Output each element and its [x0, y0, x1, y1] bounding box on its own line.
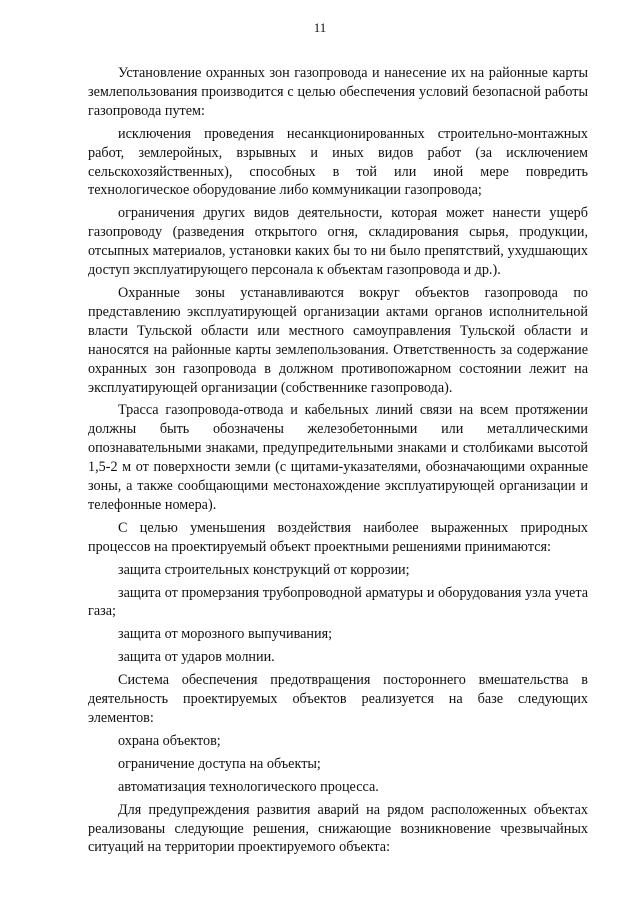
paragraph: Для предупреждения развития аварий на рядом расположенных объектах реализованы следующие решения, снижающие возникновение чрезвычайных ситуаций на территории проектируемого объекта:	[88, 801, 588, 856]
paragraph: Установление охранных зон газопровода и нанесение их на районные карты землепользования производится с целью обеспечения условий безопасной работы газопровода путем:	[88, 65, 588, 119]
paragraph: Система обеспечения предотвращения постороннего вмешательства в деятельность проектируемых объектов реализуется на базе следующих элементов:	[88, 672, 588, 726]
paragraph: исключения проведения несанкционированных строительно-монтажных работ, землеройных, взрывных и иных видов работ (за исключением сельскохозяйственных), способных в той или иной мере повредить технологическое оборудование либо коммуникации газопровода;	[88, 125, 588, 199]
list-item: защита от морозного выпучивания;	[118, 626, 333, 643]
paragraph: Трасса газопровода-отвода и кабельных линий связи на всем протяжении должны быть обозначены железобетонными или металлическими опознавательными знаками, предупредительными знаками и столбиками высотой 1,5-2 м от поверхности земли (с щитами-указателями, обозначающими охранные зоны, а также сообщающими местонахождение эксплуатирующей организации и телефонные номера).	[88, 402, 588, 513]
list-item: автоматизация технологического процесса.	[118, 778, 379, 795]
paragraph: С целью уменьшения воздействия наиболее выраженных природных процессов на проектируемый объект проектными решениями принимаются:	[88, 519, 588, 555]
list-item: защита строительных конструкций от коррозии;	[118, 561, 410, 578]
paragraph: Охранные зоны устанавливаются вокруг объектов газопровода по представлению эксплуатирующей организации актами органов исполнительной власти Тульской области или местного самоуправления Тульской области и наносятся на районные карты землепользования. Ответственность за содержание охранных зон газопровода в должном противопожарном состоянии лежит на эксплуатирующей организации (собственнике газопровода).	[88, 284, 588, 396]
list-item: защита от промерзания трубопроводной арматуры и оборудования узла учета газа;	[88, 584, 588, 620]
list-item: охрана объектов;	[118, 732, 221, 749]
list-item: ограничение доступа на объекты;	[118, 755, 321, 772]
paragraph: ограничения других видов деятельности, которая может нанести ущерб газопроводу (разведения открытого огня, складирования сырья, продукции, отсыпных материалов, установки каких бы то ни было препятствий, ухудшающих доступ эксплуатирующего персонала к объектам газопровода и др.).	[88, 205, 588, 279]
document-body	[88, 64, 588, 861]
page-number: 11	[313, 20, 327, 35]
list-item: защита от ударов молнии.	[118, 649, 275, 666]
